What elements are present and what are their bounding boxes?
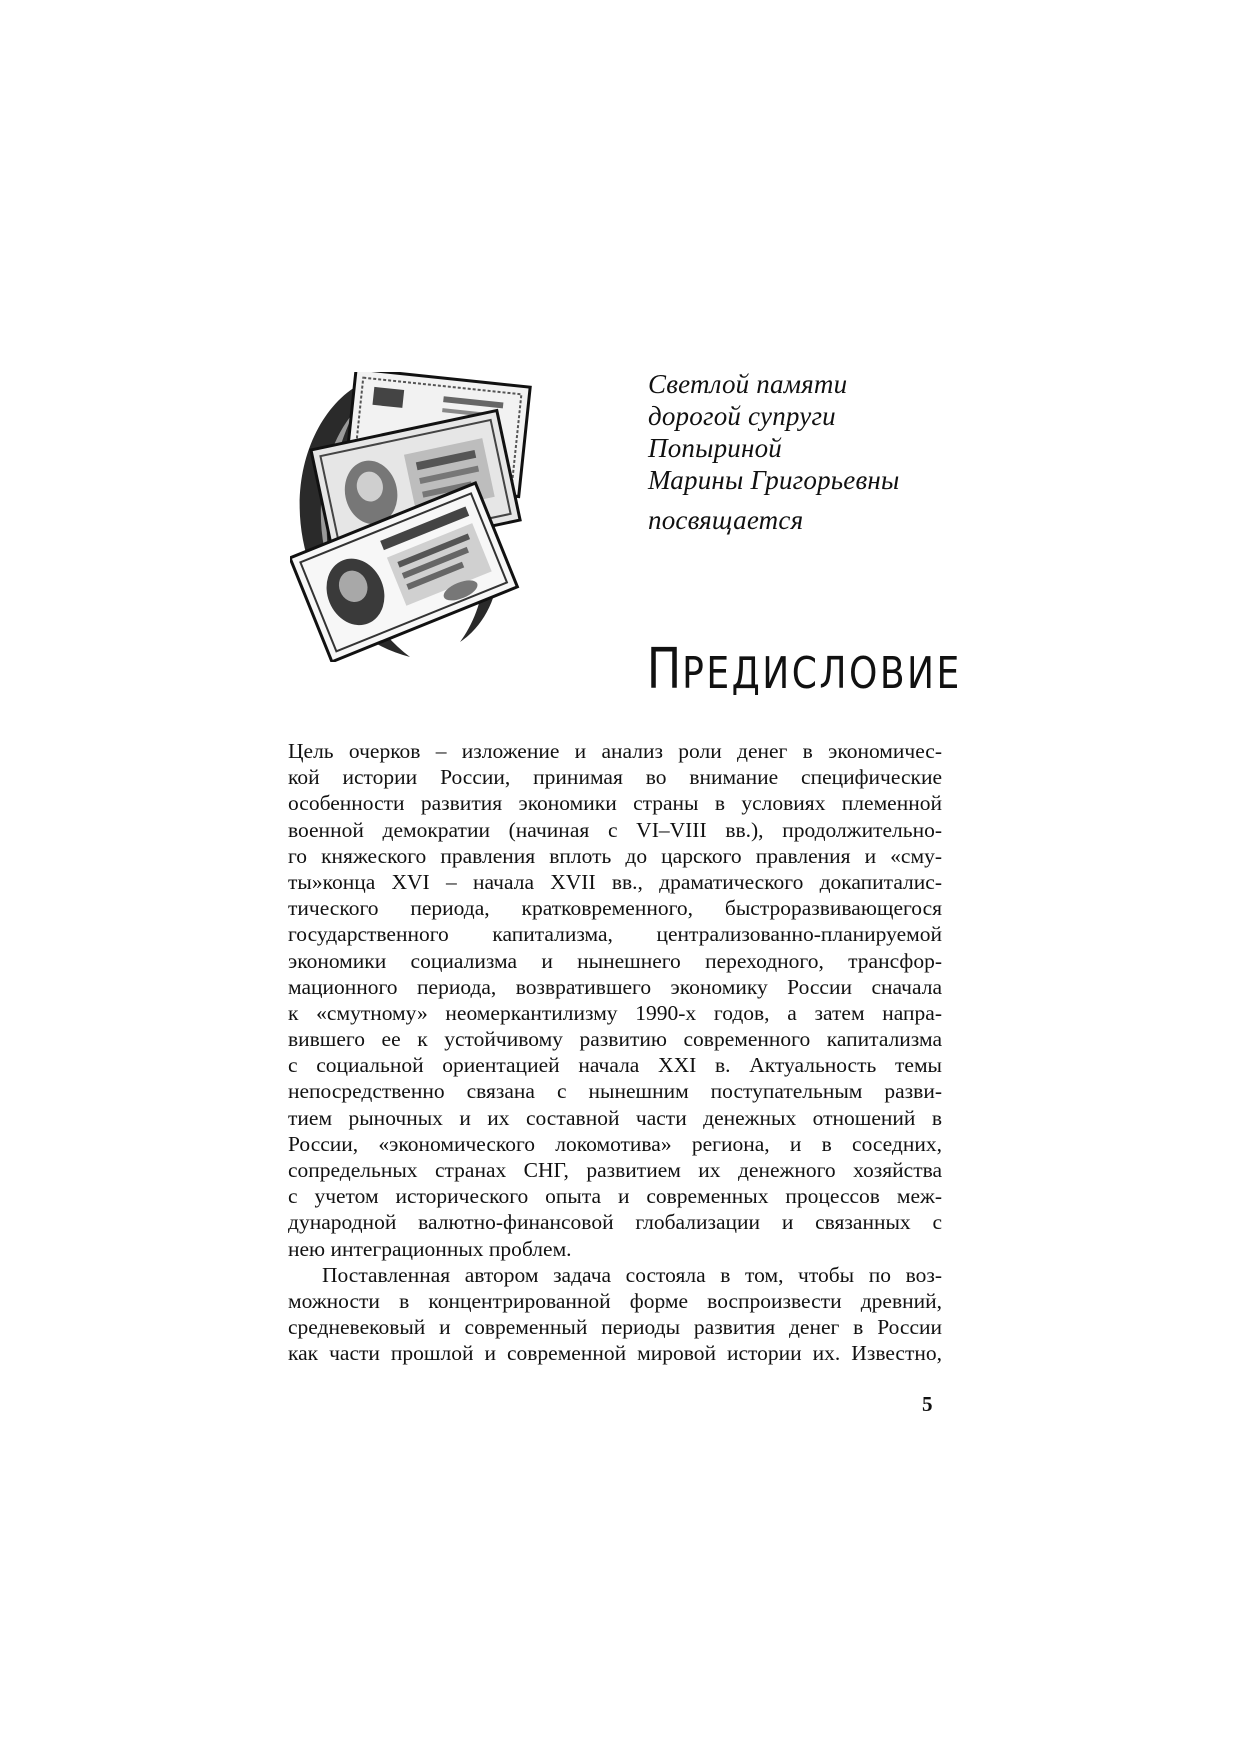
heading-first-letter: П: [646, 637, 683, 702]
text-line: России, «экономического локомотива» региона, и в соседних,: [288, 1131, 942, 1156]
text-line: особенности развития экономики страны в условиях племенной: [288, 791, 942, 816]
chapter-heading: [646, 637, 962, 704]
text-line: можности в концентрированной форме воспроизвести древний,: [288, 1288, 942, 1313]
text-line: сопредельных странах СНГ, развитием их денежного хозяйства: [288, 1158, 942, 1182]
banknotes-illustration: [290, 372, 552, 662]
text-line: нею интеграционных проблем.: [288, 1236, 572, 1261]
body-text: [288, 738, 942, 1367]
text-line: с социальной ориентацией начала XXI в. Актуальность темы: [288, 1053, 942, 1078]
text-line: ты»конца XVI – начала XVII вв., драматического докапиталис-: [288, 869, 942, 894]
banknotes-icon: [290, 372, 552, 662]
text-line: государственного капитализма, централизованно-планируемой: [288, 922, 942, 947]
text-line: средневековый и современный периоды развития денег в России: [288, 1315, 942, 1340]
text-line: с учетом исторического опыта и современных процессов меж-: [288, 1184, 942, 1209]
text-line: Поставленная автором задача состояла в том, чтобы по воз-: [322, 1262, 942, 1287]
text-line: военной демократии (начиная с VI–VIII вв.), продолжительно-: [288, 817, 942, 842]
text-line: экономики социализма и нынешнего переходного, трансфор-: [288, 948, 942, 973]
text-line: Цель очерков – изложение и анализ роли денег в экономичес-: [288, 739, 942, 763]
dedication-line: Попыриной: [648, 433, 782, 463]
dedication-closing: посвящается: [648, 505, 804, 535]
dedication-line: Марины Григорьевны: [648, 465, 900, 495]
text-line: кой истории России, принимая во внимание специфические: [288, 765, 942, 790]
dedication-line: Светлой памяти: [648, 369, 848, 399]
text-line: к «смутному» неомеркантилизму 1990-х годов, а затем напра-: [288, 1000, 942, 1025]
text-line: как части прошлой и современной мировой истории их. Известно,: [288, 1341, 942, 1366]
text-line: го княжеского правления вплоть до царского правления и «сму-: [288, 843, 942, 868]
text-line: тического периода, кратковременного, быстроразвивающегося: [288, 896, 942, 921]
text-line: дународной валютно-финансовой глобализации и связанных с: [288, 1210, 942, 1235]
dedication-line: дорогой супруги: [648, 401, 836, 431]
text-line: мационного периода, возвратившего экономику России сначала: [288, 974, 942, 999]
text-line: непосредственно связана с нынешним поступательным разви-: [288, 1079, 942, 1104]
heading-rest: РЕДИСЛОВИЕ: [682, 648, 962, 699]
text-line: тием рыночных и их составной части денежных отношений в: [288, 1105, 942, 1130]
page-number: 5: [922, 1392, 933, 1416]
dedication: [648, 368, 978, 536]
text-line: вившего ее к устойчивому развитию современного капитализма: [288, 1027, 942, 1052]
